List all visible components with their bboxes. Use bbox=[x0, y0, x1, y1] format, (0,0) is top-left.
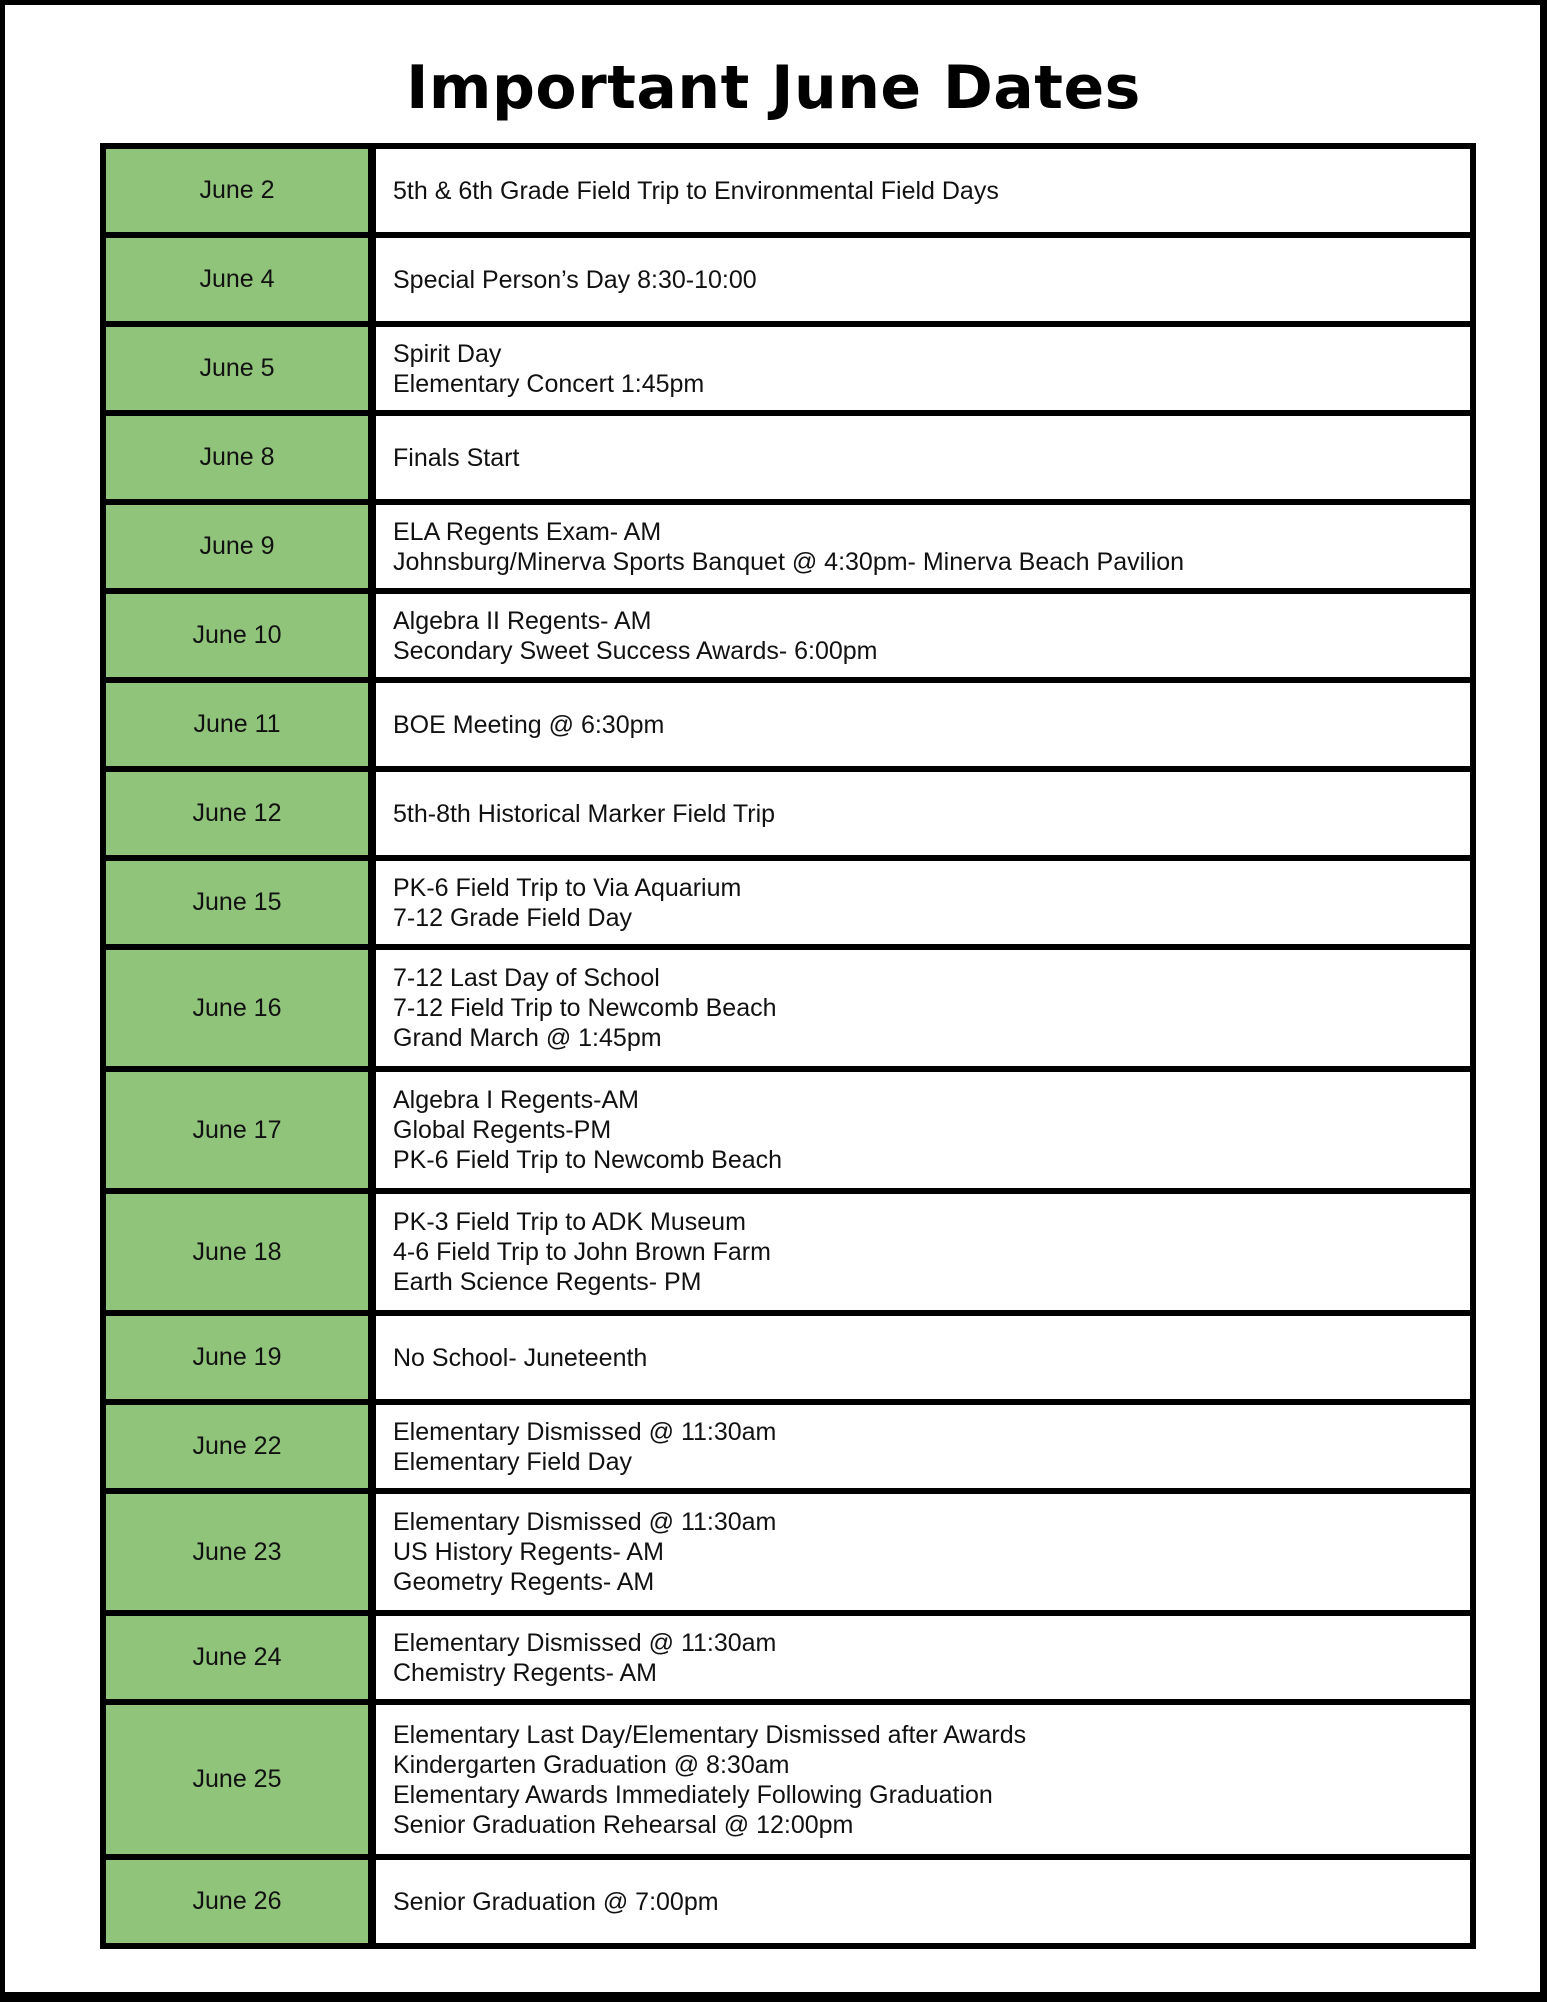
events-cell bbox=[376, 327, 1470, 410]
date-cell: June 8 bbox=[106, 416, 368, 499]
event-text: Elementary Dismissed @ 11:30am bbox=[393, 1508, 777, 1536]
event-text: BOE Meeting @ 6:30pm bbox=[393, 710, 665, 739]
event-text: Grand March @ 1:45pm bbox=[393, 1024, 662, 1052]
event-text: Chemistry Regents- AM bbox=[393, 1658, 657, 1687]
date-cell: June 26 bbox=[106, 1860, 368, 1943]
schedule-row bbox=[106, 683, 1470, 766]
schedule-row bbox=[106, 505, 1470, 588]
event-text: Elementary Concert 1:45pm bbox=[393, 369, 705, 398]
events-cell bbox=[376, 594, 1470, 677]
schedule-row bbox=[106, 1616, 1470, 1699]
event-text: Elementary Dismissed @ 11:30am bbox=[393, 1628, 777, 1657]
schedule-row bbox=[106, 950, 1470, 1066]
events-cell bbox=[376, 1194, 1470, 1310]
schedule-row bbox=[106, 594, 1470, 677]
event-text: 4-6 Field Trip to John Brown Farm bbox=[393, 1238, 771, 1266]
page-title: Important June Dates bbox=[406, 53, 1141, 123]
schedule-row bbox=[106, 772, 1470, 855]
events-cell bbox=[376, 950, 1470, 1066]
date-cell: June 16 bbox=[106, 950, 368, 1066]
date-cell: June 5 bbox=[106, 327, 368, 410]
event-text: 7-12 Grade Field Day bbox=[393, 903, 633, 932]
event-text: PK-6 Field Trip to Newcomb Beach bbox=[393, 1146, 783, 1174]
events-cell bbox=[376, 1860, 1470, 1943]
date-cell: June 17 bbox=[106, 1072, 368, 1188]
event-text: Secondary Sweet Success Awards- 6:00pm bbox=[393, 636, 878, 665]
events-cell bbox=[376, 1072, 1470, 1188]
schedule-row bbox=[106, 1072, 1470, 1188]
event-text: Senior Graduation Rehearsal @ 12:00pm bbox=[393, 1810, 854, 1839]
schedule-row bbox=[106, 416, 1470, 499]
column-divider bbox=[368, 149, 376, 232]
schedule-row bbox=[106, 238, 1470, 321]
event-text: No School- Juneteenth bbox=[393, 1343, 648, 1372]
schedule-row bbox=[106, 327, 1470, 410]
events-cell bbox=[376, 772, 1470, 855]
date-cell: June 2 bbox=[106, 149, 368, 232]
schedule-row bbox=[106, 1494, 1470, 1610]
event-text: ELA Regents Exam- AM bbox=[393, 517, 662, 546]
event-text: Algebra II Regents- AM bbox=[393, 606, 652, 635]
schedule-table bbox=[100, 143, 1476, 1949]
events-cell bbox=[376, 1494, 1470, 1610]
column-divider bbox=[368, 950, 376, 1066]
date-cell: June 18 bbox=[106, 1194, 368, 1310]
column-divider bbox=[368, 1705, 376, 1854]
date-cell: June 12 bbox=[106, 772, 368, 855]
event-text: Elementary Dismissed @ 11:30am bbox=[393, 1417, 777, 1446]
column-divider bbox=[368, 1494, 376, 1610]
column-divider bbox=[368, 1405, 376, 1488]
events-cell bbox=[376, 149, 1470, 232]
event-text: 7-12 Last Day of School bbox=[393, 964, 660, 992]
column-divider bbox=[368, 1072, 376, 1188]
event-text: 7-12 Field Trip to Newcomb Beach bbox=[393, 994, 777, 1022]
events-cell bbox=[376, 416, 1470, 499]
column-divider bbox=[368, 1194, 376, 1310]
column-divider bbox=[368, 594, 376, 677]
column-divider bbox=[368, 505, 376, 588]
date-cell: June 25 bbox=[106, 1705, 368, 1854]
event-text: Geometry Regents- AM bbox=[393, 1568, 655, 1596]
column-divider bbox=[368, 1316, 376, 1399]
column-divider bbox=[368, 772, 376, 855]
event-text: 5th & 6th Grade Field Trip to Environmental Field Days bbox=[393, 176, 999, 205]
date-cell: June 19 bbox=[106, 1316, 368, 1399]
date-cell: June 24 bbox=[106, 1616, 368, 1699]
events-cell bbox=[376, 505, 1470, 588]
events-cell bbox=[376, 1405, 1470, 1488]
column-divider bbox=[368, 327, 376, 410]
schedule-row bbox=[106, 149, 1470, 232]
event-text: 5th-8th Historical Marker Field Trip bbox=[393, 799, 776, 828]
date-cell: June 15 bbox=[106, 861, 368, 944]
date-cell: June 10 bbox=[106, 594, 368, 677]
events-cell bbox=[376, 1705, 1470, 1854]
column-divider bbox=[368, 683, 376, 766]
event-text: Finals Start bbox=[393, 443, 520, 472]
event-text: Johnsburg/Minerva Sports Banquet @ 4:30pm- Minerva Beach Pavilion bbox=[393, 547, 1185, 576]
event-text: Elementary Awards Immediately Following Graduation bbox=[393, 1780, 993, 1809]
event-text: Algebra I Regents-AM bbox=[393, 1086, 639, 1114]
events-cell bbox=[376, 1616, 1470, 1699]
event-text: Spirit Day bbox=[393, 339, 502, 368]
date-cell: June 22 bbox=[106, 1405, 368, 1488]
event-text: PK-3 Field Trip to ADK Museum bbox=[393, 1208, 746, 1236]
date-cell: June 23 bbox=[106, 1494, 368, 1610]
event-text: PK-6 Field Trip to Via Aquarium bbox=[393, 873, 742, 902]
event-text: Global Regents-PM bbox=[393, 1116, 612, 1144]
event-text: US History Regents- AM bbox=[393, 1538, 664, 1566]
schedule-row bbox=[106, 1405, 1470, 1488]
column-divider bbox=[368, 1616, 376, 1699]
events-cell bbox=[376, 238, 1470, 321]
column-divider bbox=[368, 1860, 376, 1943]
column-divider bbox=[368, 416, 376, 499]
date-cell: June 4 bbox=[106, 238, 368, 321]
event-text: Special Person’s Day 8:30-10:00 bbox=[393, 265, 757, 294]
event-text: Kindergarten Graduation @ 8:30am bbox=[393, 1750, 790, 1779]
event-text: Earth Science Regents- PM bbox=[393, 1268, 702, 1296]
schedule-row bbox=[106, 861, 1470, 944]
events-cell bbox=[376, 1316, 1470, 1399]
events-cell bbox=[376, 683, 1470, 766]
date-cell: June 9 bbox=[106, 505, 368, 588]
schedule-row bbox=[106, 1194, 1470, 1310]
column-divider bbox=[368, 238, 376, 321]
schedule-row bbox=[106, 1705, 1470, 1854]
schedule-row bbox=[106, 1316, 1470, 1399]
column-divider bbox=[368, 861, 376, 944]
schedule-row bbox=[106, 1860, 1470, 1943]
event-text: Senior Graduation @ 7:00pm bbox=[393, 1887, 719, 1916]
events-cell bbox=[376, 861, 1470, 944]
event-text: Elementary Field Day bbox=[393, 1447, 632, 1476]
event-text: Elementary Last Day/Elementary Dismissed after Awards bbox=[393, 1720, 1027, 1749]
date-cell: June 11 bbox=[106, 683, 368, 766]
